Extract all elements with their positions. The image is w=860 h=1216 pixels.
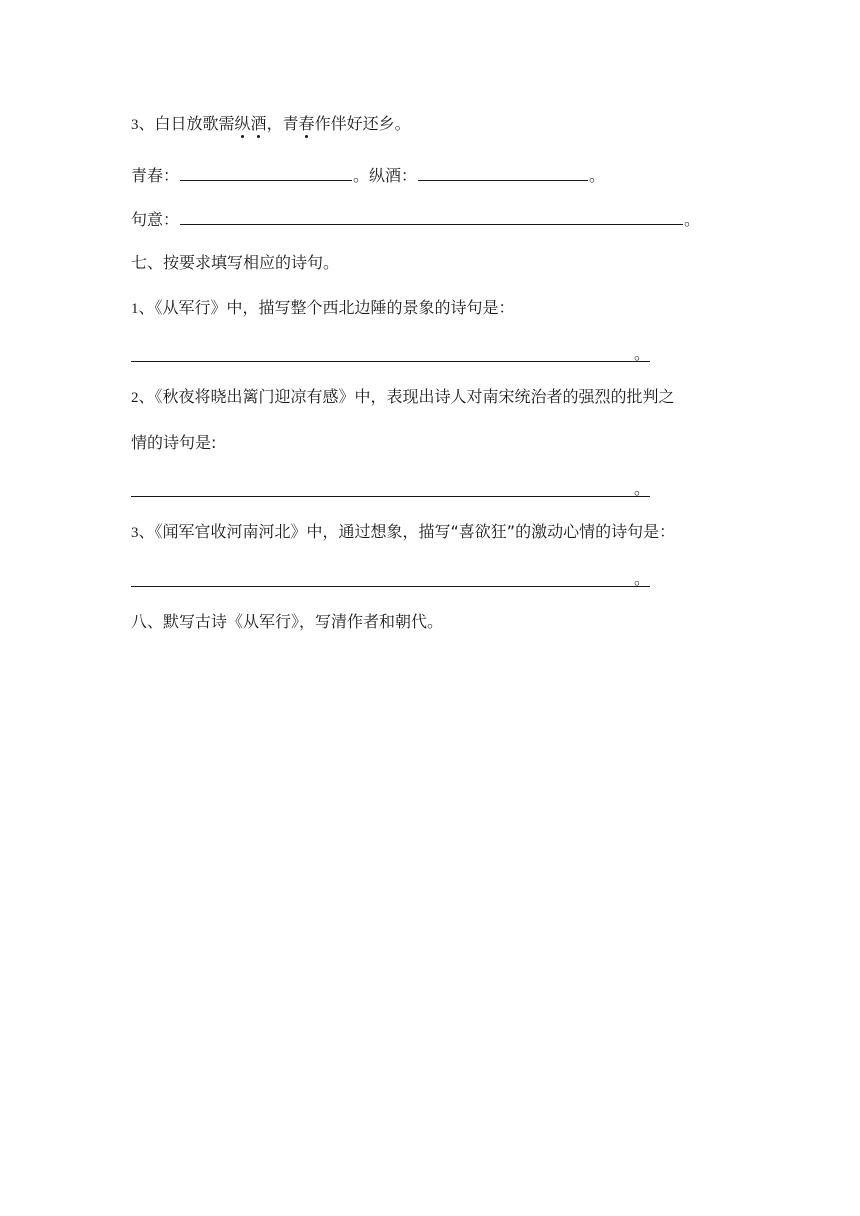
question-number: 3 bbox=[131, 117, 139, 133]
question-separator: 、 bbox=[138, 522, 155, 541]
question-text: ，青 bbox=[266, 114, 299, 133]
fill-in-line bbox=[131, 163, 605, 186]
fill-end: 。 bbox=[589, 166, 606, 185]
question-text: 《从军行》中，描写整个西北边陲的景象的诗句是： bbox=[154, 298, 515, 317]
section-heading: 七、按要求填写相应的诗句。 bbox=[131, 253, 340, 272]
emphasized-char: 酒 bbox=[250, 114, 267, 133]
question-line bbox=[131, 522, 675, 543]
fill-label: 句意： bbox=[131, 210, 180, 229]
question-text: 《闻军官收河南河北》中，通过想象，描写“喜欲狂”的激动心情的诗句是： bbox=[154, 522, 676, 541]
question-separator: 、 bbox=[138, 114, 155, 133]
answer-end: 。 bbox=[634, 344, 651, 363]
question-line bbox=[131, 114, 411, 135]
answer-blank-zongjiu[interactable] bbox=[418, 163, 588, 181]
question-number: 1 bbox=[131, 301, 139, 317]
fill-label: 青春： bbox=[131, 166, 180, 185]
fill-in-line bbox=[131, 207, 700, 230]
question-separator: 、 bbox=[138, 387, 155, 406]
answer-line[interactable] bbox=[131, 476, 650, 497]
answer-end: 。 bbox=[634, 479, 651, 498]
question-line bbox=[131, 387, 675, 408]
question-line bbox=[131, 298, 515, 319]
question-number: 2 bbox=[131, 390, 139, 406]
question-number: 3 bbox=[131, 525, 139, 541]
fill-end: 。 bbox=[353, 166, 370, 185]
question-text: 白日放歌需 bbox=[154, 114, 235, 133]
answer-blank-qingchun[interactable] bbox=[180, 163, 352, 181]
question-line-continued: 情的诗句是: bbox=[131, 433, 217, 452]
answer-line[interactable] bbox=[131, 566, 650, 587]
answer-blank-meaning[interactable] bbox=[180, 207, 683, 225]
emphasized-char: 春 bbox=[298, 114, 315, 133]
question-text: 《秋夜将晓出篱门迎凉有感》中，表现出诗人对南宋统治者的强烈的批判之 bbox=[154, 387, 675, 406]
section-heading: 八、默写古诗《从军行》，写清作者和朝代。 bbox=[131, 612, 444, 631]
fill-end: 。 bbox=[684, 210, 701, 229]
fill-label: 纵酒： bbox=[369, 166, 418, 185]
answer-end: 。 bbox=[634, 569, 651, 588]
question-text: 作伴好还乡。 bbox=[314, 114, 411, 133]
emphasized-char: 纵 bbox=[234, 114, 251, 133]
answer-line[interactable] bbox=[131, 341, 650, 362]
question-separator: 、 bbox=[138, 298, 155, 317]
